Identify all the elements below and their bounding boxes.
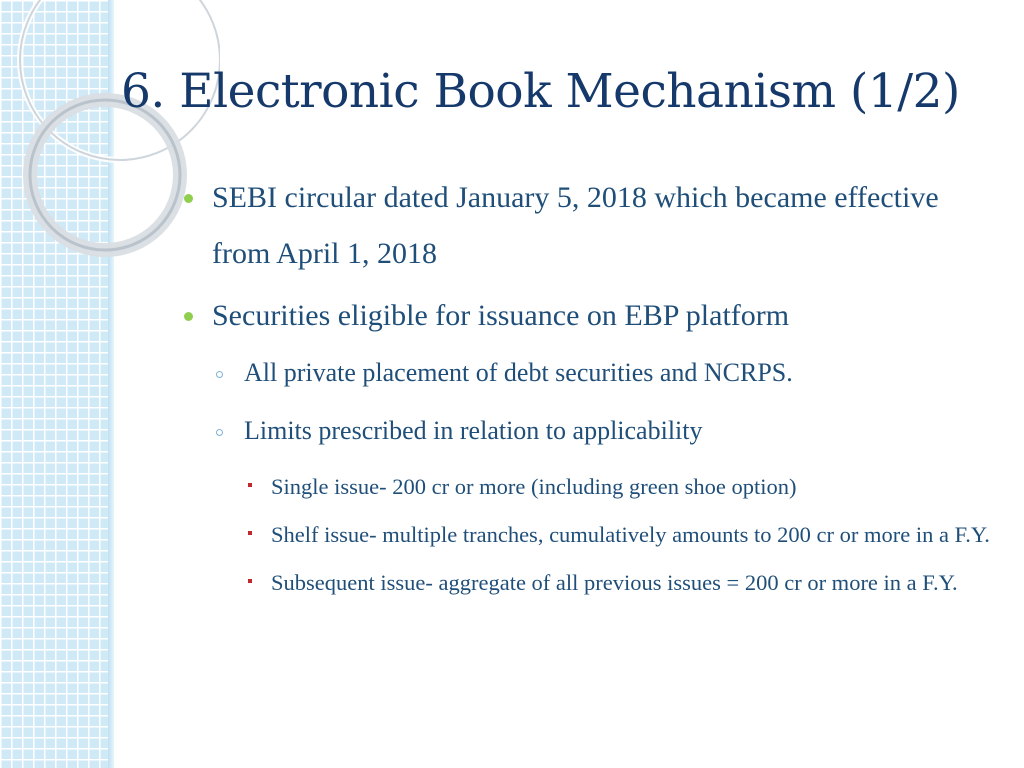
subbullet-text: Limits prescribed in relation to applicability: [244, 416, 703, 445]
subbullet-text: All private placement of debt securities and NCRPS.: [244, 358, 793, 387]
subsubbullet-text: Shelf issue- multiple tranches, cumulatively amounts to 200 cr or more in a F.Y.: [271, 522, 990, 547]
subsubbullet-single-issue: [184, 466, 992, 508]
bullet-square-icon: [248, 531, 252, 535]
subbullet-limits-prescribed: [184, 408, 992, 454]
subbullet-private-placement: [184, 350, 992, 396]
subsubbullet-subsequent-issue: [184, 562, 992, 604]
bullet-ring-icon: [216, 371, 223, 378]
bullet-dot-icon: [184, 194, 193, 203]
bullet-text: SEBI circular dated January 5, 2018 which became effective from April 1, 2018: [212, 181, 939, 270]
bullet-square-icon: [248, 579, 252, 583]
bullet-sebi-circular: [184, 170, 992, 282]
bullet-securities-eligible: [184, 288, 992, 344]
subsubbullet-shelf-issue: [184, 514, 992, 556]
bullet-dot-icon: [184, 312, 193, 321]
bullet-text: Securities eligible for issuance on EBP platform: [212, 299, 790, 332]
bullet-ring-icon: [216, 429, 223, 436]
bullet-square-icon: [248, 483, 252, 487]
slide-title: 6. Electronic Book Mechanism (1/2): [121, 64, 960, 119]
subsubbullet-text: Single issue- 200 cr or more (including green shoe option): [271, 474, 797, 499]
subsubbullet-text: Subsequent issue- aggregate of all previous issues = 200 cr or more in a F.Y.: [271, 570, 958, 595]
slide-content: [184, 170, 992, 610]
